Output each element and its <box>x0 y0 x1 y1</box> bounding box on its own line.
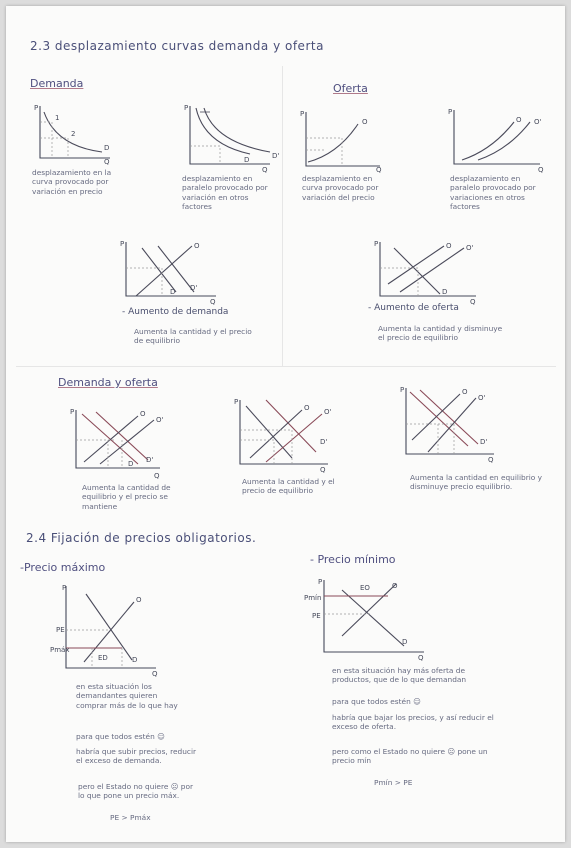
oferta-heading: Oferta <box>333 82 368 95</box>
price-ceiling-graph <box>48 582 160 678</box>
axis-label-q: Q <box>210 298 216 306</box>
axis-label-p: P <box>374 240 379 248</box>
axis-label-q: Q <box>376 166 382 174</box>
demand-movement-graph <box>32 102 114 164</box>
page-fold-line <box>16 366 556 367</box>
curve-label-o: O <box>140 410 146 418</box>
notebook-page <box>6 6 565 842</box>
oferta-note: Aumenta la cantidad y disminuye el precio de equilibrio <box>378 324 503 343</box>
curve-label-o1: O' <box>466 244 474 252</box>
pmax-relation: PE > Pmáx <box>110 813 151 822</box>
curve-label-o1: O' <box>324 408 332 416</box>
axis-label-q: Q <box>470 298 476 306</box>
dyo-note-3: Aumenta la cantidad en equilibrio y disminuye precio equilibrio. <box>410 473 543 492</box>
demanda-g1-note: desplazamiento en la curva provocado por variación en precio <box>32 168 112 196</box>
label-pe: PE <box>312 612 321 620</box>
curve-label-d1: D' <box>146 456 154 464</box>
section-2-3-title: 2.3 desplazamiento curvas demanda y oferta <box>30 39 324 53</box>
curve-label-o: O <box>194 242 200 250</box>
curve-label-d1: D' <box>190 284 198 292</box>
axis-label-p: P <box>300 110 305 118</box>
pmax-note-4: pero el Estado no quiere ☹ por lo que pone un precio máx. <box>78 782 194 801</box>
curve-label-o: O <box>516 116 522 124</box>
pmin-relation: Pmín > PE <box>374 778 413 787</box>
curve-label-d: D <box>170 288 176 296</box>
curve-label-d: D <box>128 460 134 468</box>
label-ed: ED <box>98 654 108 662</box>
axis-label-p: P <box>318 578 323 586</box>
curve-label-d: D <box>244 156 250 164</box>
axis-label-p: P <box>120 240 125 248</box>
axis-label-p: P <box>400 386 405 394</box>
demanda-bullet: - Aumento de demanda <box>122 307 229 317</box>
point-label-2: 2 <box>71 130 76 138</box>
curve-label-d: D <box>132 656 138 664</box>
oferta-g1-note: desplazamiento en curva provocado por variación del precio <box>302 174 379 202</box>
curve-label-o: O <box>362 118 368 126</box>
axis-label-p: P <box>234 398 239 406</box>
curve-label-d1: D' <box>480 438 488 446</box>
demand-shift-graph <box>182 102 282 172</box>
dyo-note-2: Aumenta la cantidad y el precio de equilibrio <box>242 477 335 496</box>
price-floor-graph <box>302 576 428 662</box>
section-2-4-title: 2.4 Fijación de precios obligatorios. <box>26 531 257 545</box>
pmax-heading: -Precio máximo <box>20 561 106 574</box>
dyo-graph-3 <box>398 384 502 464</box>
curve-label-o1: O' <box>478 394 486 402</box>
curve-label-o: O <box>462 388 468 396</box>
axis-label-q: Q <box>154 472 160 480</box>
axis-label-q: Q <box>418 654 424 662</box>
curve-label-d1: D' <box>272 152 280 160</box>
dyo-heading: Demanda y oferta <box>58 376 158 389</box>
axis-label-q: Q <box>262 166 268 174</box>
axis-label-q: Q <box>488 456 494 464</box>
pmin-note-3: habría que bajar los precios, y así reducir el exceso de oferta. <box>332 713 494 732</box>
curve-label-o: O <box>446 242 452 250</box>
curve-label-o: O <box>392 582 398 590</box>
point-label-1: 1 <box>55 114 60 122</box>
oferta-bullet: - Aumento de oferta <box>368 303 459 313</box>
pmin-heading: - Precio mínimo <box>310 553 396 566</box>
page-fold-line <box>282 66 283 366</box>
demand-increase-graph <box>118 238 222 306</box>
pmax-note-1: en esta situación los demandantes quieren comprar más de lo que hay <box>76 682 178 710</box>
demanda-g2-note: desplazamiento en paralelo provocado por variación en otros factores <box>182 174 268 211</box>
curve-label-o1: O' <box>534 118 542 126</box>
pmax-note-2: para que todos estén ☺ <box>76 732 165 741</box>
demanda-heading: Demanda <box>30 77 84 90</box>
axis-label-q: Q <box>104 158 110 166</box>
curve-label-d: D <box>442 288 448 296</box>
label-pmin: Pmín <box>304 594 322 602</box>
pmin-note-4: pero como el Estado no quiere ☹ pone un precio mín <box>332 747 488 766</box>
axis-label-p: P <box>184 104 189 112</box>
demanda-note: Aumenta la cantidad y el precio de equilibrio <box>134 327 252 346</box>
axis-label-q: Q <box>152 670 158 678</box>
curve-label-o: O <box>304 404 310 412</box>
axis-label-p: P <box>62 584 67 592</box>
dyo-graph-1 <box>68 406 168 478</box>
oferta-g2-note: desplazamiento en paralelo provocado por variaciones en otros factores <box>450 174 536 211</box>
curve-label-d: D <box>402 638 408 646</box>
pmax-note-3: habría que subir precios, reducir el exceso de demanda. <box>76 747 197 766</box>
dyo-note-1: Aumenta la cantidad de equilibrio y el precio se mantiene <box>82 483 171 511</box>
curve-label-o: O <box>136 596 142 604</box>
axis-label-p: P <box>34 104 39 112</box>
label-pmax: Pmáx <box>50 646 70 654</box>
axis-label-q: Q <box>538 166 544 174</box>
curve-label-d: D <box>104 144 110 152</box>
label-pe: PE <box>56 626 65 634</box>
axis-label-p: P <box>448 108 453 116</box>
dyo-graph-2 <box>232 396 336 474</box>
curve-label-o1: O' <box>156 416 164 424</box>
curve-label-d1: D' <box>320 438 328 446</box>
supply-increase-graph <box>372 238 482 306</box>
label-eo: EO <box>360 584 370 592</box>
pmin-note-1: en esta situación hay más oferta de productos, que de lo que demandan <box>332 666 467 685</box>
supply-shift-graph <box>446 106 550 172</box>
axis-label-p: P <box>70 408 75 416</box>
axis-label-q: Q <box>320 466 326 474</box>
pmin-note-2: para que todos estén ☺ <box>332 697 421 706</box>
supply-movement-graph <box>298 108 384 174</box>
